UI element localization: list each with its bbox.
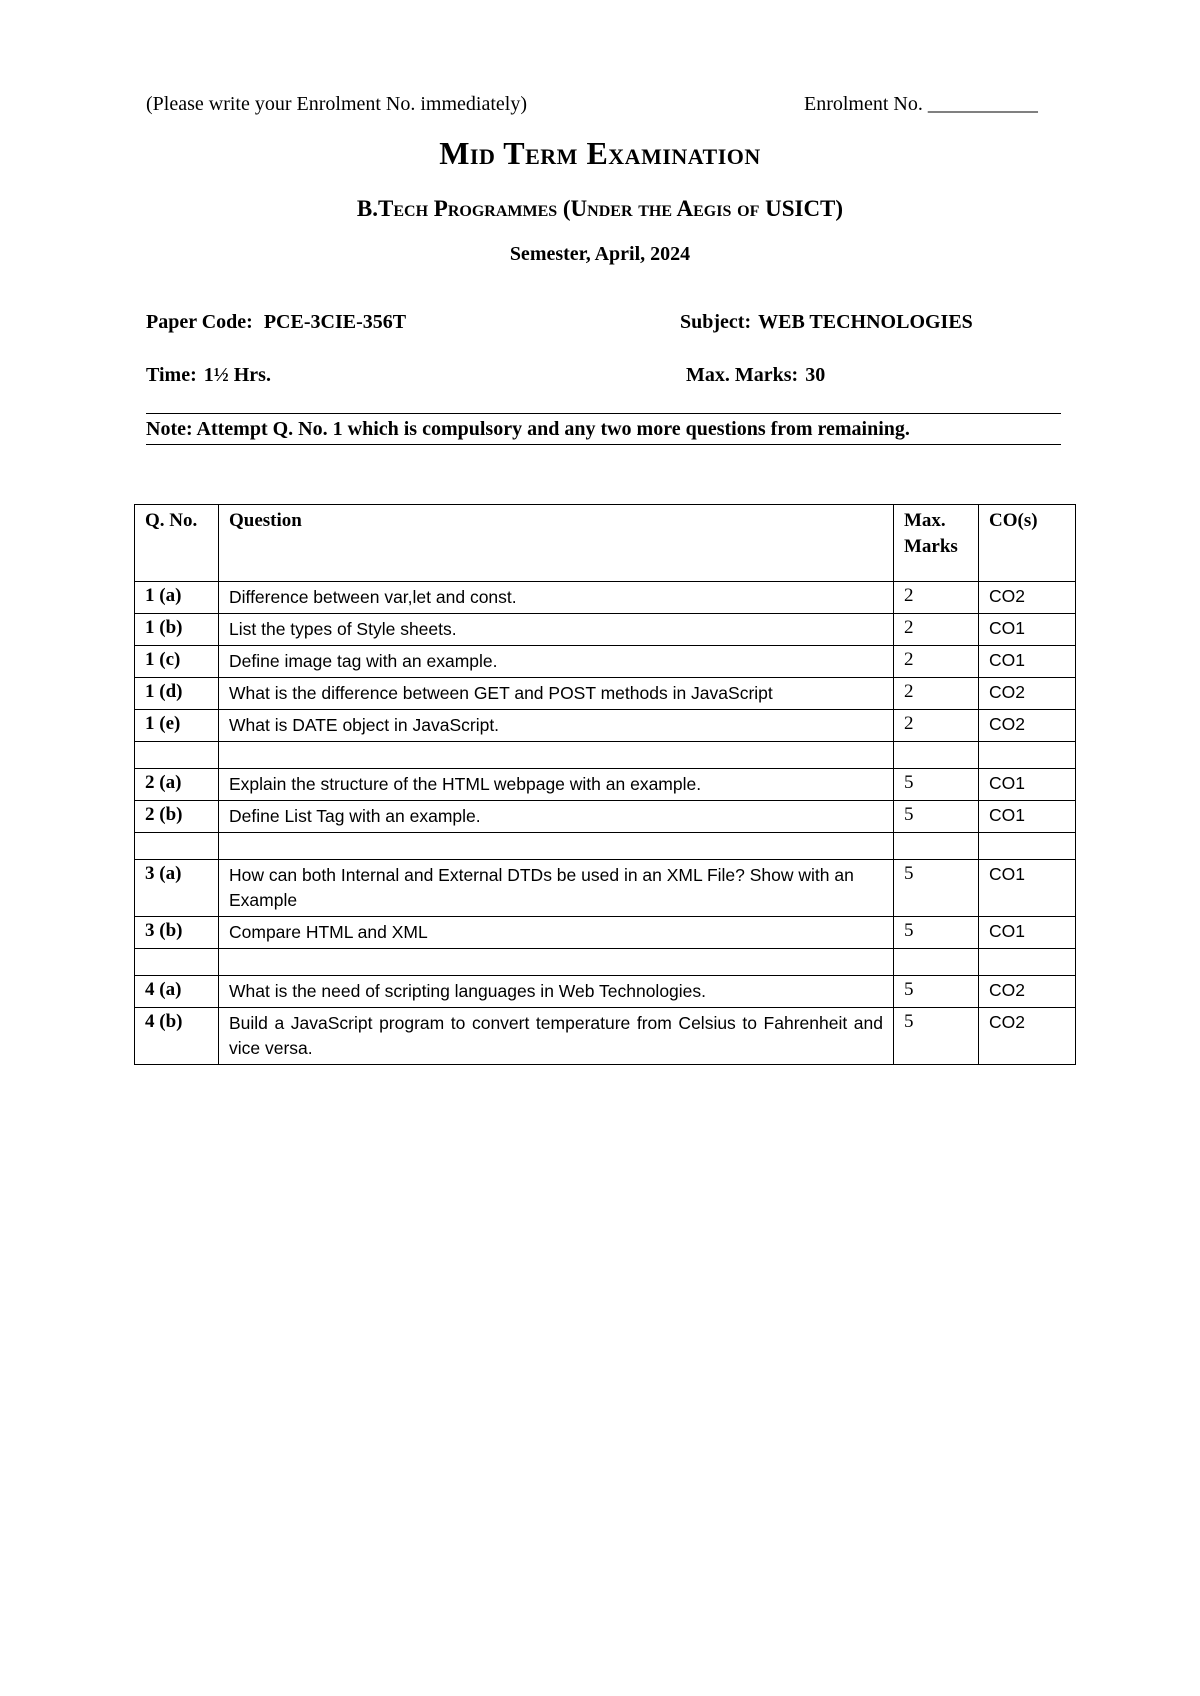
- question-marks: 5: [894, 1008, 979, 1065]
- question-co: CO1: [979, 646, 1076, 678]
- table-row: [135, 678, 1076, 710]
- table-row: [135, 646, 1076, 678]
- table-row: [135, 710, 1076, 742]
- question-number: 3 (b): [135, 917, 219, 949]
- question-text: Explain the structure of the HTML webpage with an example.: [219, 769, 894, 801]
- subject: [680, 311, 973, 334]
- question-number: 1 (c): [135, 646, 219, 678]
- header-co: CO(s): [979, 505, 1076, 582]
- question-text: What is the difference between GET and POST methods in JavaScript: [219, 678, 894, 710]
- question-co: CO1: [979, 614, 1076, 646]
- question-marks: 2: [894, 710, 979, 742]
- paper-code-label: Paper Code:: [146, 311, 253, 333]
- question-marks: 5: [894, 860, 979, 917]
- question-marks: 2: [894, 678, 979, 710]
- question-co: CO2: [979, 1008, 1076, 1065]
- question-text: Compare HTML and XML: [219, 917, 894, 949]
- time-allowed: [146, 364, 271, 387]
- question-co: CO1: [979, 769, 1076, 801]
- table-row: [135, 917, 1076, 949]
- table-header-row: [135, 505, 1076, 582]
- question-number: 1 (d): [135, 678, 219, 710]
- header-qno: Q. No.: [135, 505, 219, 582]
- enrolment-header: [146, 93, 1056, 119]
- question-text: Difference between var,let and const.: [219, 582, 894, 614]
- question-text: What is the need of scripting languages in Web Technologies.: [219, 976, 894, 1008]
- question-text: Build a JavaScript program to convert temperature from Celsius to Fahrenheit and vice versa.: [219, 1008, 894, 1065]
- question-marks: 2: [894, 646, 979, 678]
- max-marks-value: 30: [805, 364, 826, 386]
- question-co: CO2: [979, 976, 1076, 1008]
- question-number: 2 (b): [135, 801, 219, 833]
- question-table: [134, 504, 1076, 1065]
- table-row: [135, 1008, 1076, 1065]
- question-co: CO2: [979, 678, 1076, 710]
- question-marks: 5: [894, 769, 979, 801]
- question-number: 1 (e): [135, 710, 219, 742]
- question-marks: 2: [894, 614, 979, 646]
- paper-code: [146, 311, 406, 334]
- question-number: 1 (a): [135, 582, 219, 614]
- question-text: What is DATE object in JavaScript.: [219, 710, 894, 742]
- question-marks: 5: [894, 976, 979, 1008]
- exam-title: Mid Term Examination: [439, 135, 761, 171]
- question-marks: 5: [894, 917, 979, 949]
- question-number: 3 (a): [135, 860, 219, 917]
- note-bottom-rule: [146, 444, 1061, 445]
- header-max-marks: Max. Marks: [894, 505, 979, 582]
- table-row: [135, 976, 1076, 1008]
- table-spacer-row: [135, 833, 1076, 860]
- question-text: Define image tag with an example.: [219, 646, 894, 678]
- question-number: 4 (b): [135, 1008, 219, 1065]
- time-label: Time:: [146, 364, 197, 386]
- question-number: 1 (b): [135, 614, 219, 646]
- question-text: List the types of Style sheets.: [219, 614, 894, 646]
- question-co: CO2: [979, 710, 1076, 742]
- subject-label: Subject:: [680, 311, 752, 333]
- subject-value: WEB TECHNOLOGIES: [758, 311, 973, 333]
- time-value: 1½ Hrs.: [203, 364, 271, 386]
- question-text: How can both Internal and External DTDs be used in an XML File? Show with an Example: [219, 860, 894, 917]
- table-spacer-row: [135, 742, 1076, 769]
- max-marks-label: Max. Marks:: [686, 364, 799, 386]
- paper-code-value: PCE-3CIE-356T: [263, 311, 407, 333]
- programme-subtitle: B.Tech Programmes (Under the Aegis of USICT): [356, 196, 844, 221]
- header-question: Question: [219, 505, 894, 582]
- table-spacer-row: [135, 949, 1076, 976]
- table-row: [135, 614, 1076, 646]
- enrolment-instruction: (Please write your Enrolment No. immediately): [146, 93, 528, 115]
- question-co: CO1: [979, 917, 1076, 949]
- enrolment-number-field: Enrolment No. ___________: [804, 93, 1038, 115]
- table-row: [135, 582, 1076, 614]
- table-row: [135, 860, 1076, 917]
- question-text: Define List Tag with an example.: [219, 801, 894, 833]
- question-number: 4 (a): [135, 976, 219, 1008]
- max-marks: [686, 364, 825, 387]
- question-marks: 5: [894, 801, 979, 833]
- exam-note: Note: Attempt Q. No. 1 which is compulsory and any two more questions from remaining.: [146, 418, 910, 440]
- note-top-rule: [146, 413, 1061, 414]
- question-co: CO2: [979, 582, 1076, 614]
- question-co: CO1: [979, 860, 1076, 917]
- question-co: CO1: [979, 801, 1076, 833]
- semester-line: Semester, April, 2024: [509, 243, 691, 265]
- question-number: 2 (a): [135, 769, 219, 801]
- table-row: [135, 801, 1076, 833]
- question-marks: 2: [894, 582, 979, 614]
- table-row: [135, 769, 1076, 801]
